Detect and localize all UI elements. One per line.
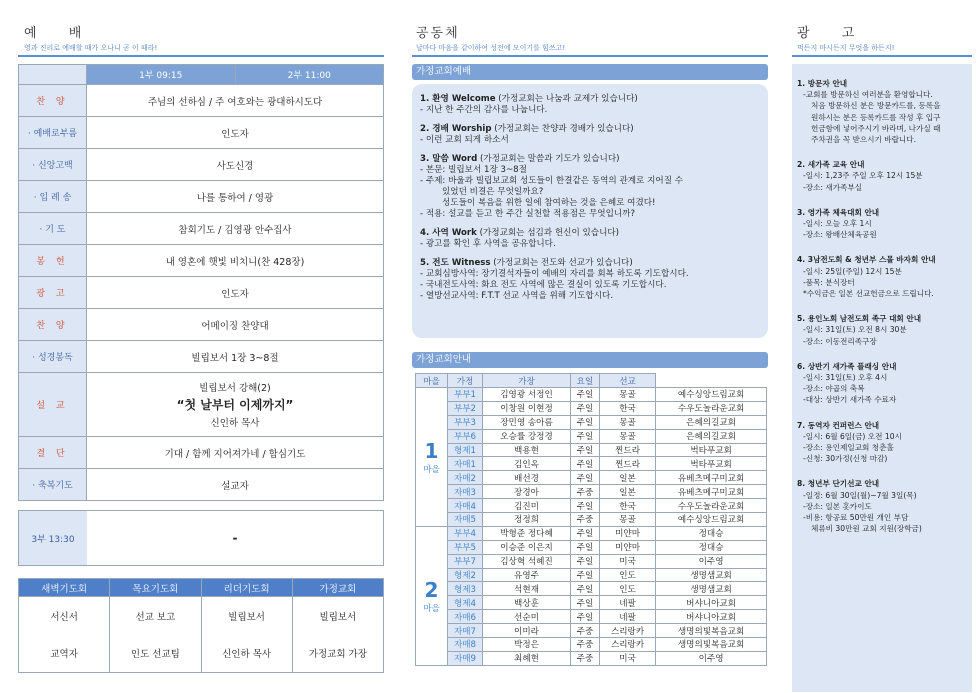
- sermon-series: 빌립보서 강해(2): [199, 383, 271, 394]
- table-cell: 주중: [571, 485, 600, 499]
- table-cell: 김영광 서정인: [483, 388, 571, 402]
- notice-subtitle: 먹든지 마시든지 무엇을 하든지!: [797, 44, 895, 52]
- table-cell: 선교 보고: [110, 597, 201, 635]
- table-row: [416, 596, 767, 610]
- worship-item: [420, 228, 760, 250]
- table-header: 새벽기도회: [19, 579, 110, 597]
- service-row-value: 참회기도 / 김영광 안수집사: [87, 213, 384, 245]
- service-row-label: · 입 례 송: [19, 181, 87, 213]
- service-row: [19, 85, 384, 117]
- notice-line: -장소: 야곱의 축복: [803, 384, 865, 394]
- table-cell: 주일: [571, 582, 600, 596]
- worship-item-note: (가정교회는 전도와 선교가 있습니다): [493, 258, 633, 268]
- notice-item: [797, 478, 968, 534]
- table-row: [416, 415, 767, 429]
- table-cell: 벅타푸교회: [656, 443, 767, 457]
- notice-title: 5. 용인노회 남전도회 족구 대회 안내: [797, 314, 922, 324]
- service-row-value: 인도자: [87, 117, 384, 149]
- notice-line: 체류비 30만원 교회 지원(장학금): [811, 524, 922, 534]
- table-cell: 유영주: [483, 568, 571, 582]
- service-row-label: 찬 양: [19, 85, 87, 117]
- table-row: [416, 388, 767, 402]
- sermon-value: [87, 373, 384, 437]
- table-header: 마을: [416, 374, 448, 388]
- table-cell: 석현재: [483, 582, 571, 596]
- worship-item-line: 있었던 비결은 무엇일까요?: [442, 187, 544, 197]
- table-cell: 주중: [571, 638, 600, 652]
- table-header: 리더기도회: [201, 579, 292, 597]
- notice-line: -일시: 31일(토) 오후 4시: [803, 373, 888, 383]
- service-2-time: 2부 11:00: [235, 65, 384, 85]
- table-cell: 형제2: [448, 568, 483, 582]
- table-cell: 빌립보서: [201, 597, 292, 635]
- table-cell: 네팔: [599, 610, 655, 624]
- table-cell: 자매5: [448, 513, 483, 527]
- notice-line: -교회를 방문하신 여러분을 환영합니다.: [803, 90, 933, 100]
- notice-title: 광 고: [797, 26, 869, 41]
- worship-item-title: [420, 124, 760, 135]
- notice-title: 2. 새가족 교육 안내: [797, 160, 865, 170]
- worship-item-note: (가정교회는 찬양과 경배가 있습니다): [494, 124, 634, 134]
- table-cell: 주일: [571, 554, 600, 568]
- table-cell: 오승률 강정경: [483, 429, 571, 443]
- table-cell: 주중: [571, 624, 600, 638]
- table-cell: 일본: [599, 485, 655, 499]
- table-row: [416, 401, 767, 415]
- worship-item-heading: 5. 전도 Witness: [420, 258, 491, 268]
- service-row-value: 기대 / 함께 지어져가네 / 합심기도: [87, 437, 384, 469]
- table-row: [416, 582, 767, 596]
- house-church-table: [415, 373, 767, 666]
- table-cell: 생명샘교회: [656, 582, 767, 596]
- table-cell: 주일: [571, 471, 600, 485]
- table-row: [416, 499, 767, 513]
- table-cell: 이승준 이은지: [483, 540, 571, 554]
- table-cell: 주일: [571, 457, 600, 471]
- worship-item-note: (가정교회는 나눔과 교제가 있습니다): [498, 94, 638, 104]
- table-cell: 정대승: [656, 526, 767, 540]
- worship-item-line: - 적용: 설교를 듣고 한 주간 실천할 적용점은 무엇입니까?: [420, 209, 636, 219]
- notice-title: 1. 방문자 안내: [797, 79, 848, 88]
- worship-title: 예 배: [24, 26, 96, 41]
- table-cell: 형제4: [448, 596, 483, 610]
- village-number: 1: [424, 438, 439, 463]
- table-row: [416, 624, 767, 638]
- notice-line: 처음 방문하신 분은 방문카드를, 등록을: [811, 101, 941, 111]
- notice-line: -장소: 새가족부실: [803, 182, 863, 192]
- service-row: [19, 341, 384, 373]
- sermon-title: “첫 날부터 이제까지”: [176, 398, 294, 412]
- worship-item-title: [420, 258, 760, 269]
- table-cell: 정대승: [656, 540, 767, 554]
- service-row-value: 빌립보서 1장 3~8절: [87, 341, 384, 373]
- service-row: [19, 437, 384, 469]
- table-row: [416, 568, 767, 582]
- worship-item-heading: 3. 말씀 Word: [420, 154, 478, 164]
- preacher: 신인하 목사: [210, 418, 260, 429]
- service-row: [19, 181, 384, 213]
- worship-item-line: - 본문: 빌립보서 1장 3~8절: [420, 165, 527, 175]
- notice-line: -장소: 일본 홋카이도: [803, 501, 872, 511]
- table-cell: 주일: [571, 443, 600, 457]
- table-cell: 몽골: [599, 388, 655, 402]
- notice-line: -비용: 항공료 50만원 개인 부담: [803, 513, 909, 523]
- third-service-label: 3부 13:30: [19, 511, 87, 565]
- service-row-label: 찬 양: [19, 309, 87, 341]
- table-cell: 미국: [599, 554, 655, 568]
- table-row: [416, 485, 767, 499]
- divider: [412, 55, 768, 57]
- service-row-value: 인도자: [87, 277, 384, 309]
- notice-line: -일시: 6월 6일(금) 오전 10시: [803, 431, 902, 441]
- table-cell: 찐드라: [599, 457, 655, 471]
- table-cell: 수우도놀라운교회: [656, 401, 767, 415]
- service-row: [19, 309, 384, 341]
- worship-item-line: 성도들이 복음을 위한 일에 참여하는 것을 은혜로 여겼다!: [442, 198, 656, 208]
- worship-order-box: [412, 84, 768, 338]
- table-cell: 한국: [599, 401, 655, 415]
- service-row-value: 주님의 선하심 / 주 여호와는 광대하시도다: [87, 85, 384, 117]
- table-cell: 인도: [599, 582, 655, 596]
- worship-section-bar: 가정교회예배: [412, 64, 768, 80]
- table-cell: 생명샘교회: [656, 568, 767, 582]
- worship-item: [420, 94, 760, 116]
- service-row-label: 봉 헌: [19, 245, 87, 277]
- notice-title: 3. 영가족 체육대회 안내: [797, 207, 880, 217]
- notice-line: -대상: 상반기 새가족 수료자: [803, 395, 897, 405]
- worship-subtitle: 영과 진리로 예배할 때가 오나니 곧 이 때라!: [24, 44, 158, 52]
- table-row: [416, 471, 767, 485]
- service-row: [19, 469, 384, 501]
- notice-panel: [792, 64, 972, 692]
- notice-item: [797, 313, 968, 347]
- service-row-value: 사도신경: [87, 149, 384, 181]
- table-cell: 미얀마: [599, 526, 655, 540]
- village-cell: [416, 526, 448, 665]
- table-cell: 몽골: [599, 415, 655, 429]
- village-label: 마을: [423, 603, 440, 614]
- notice-line: -일시: 31일(토) 오전 8시 30분: [803, 325, 907, 335]
- table-cell: 스리랑카: [599, 638, 655, 652]
- service-row: [19, 149, 384, 181]
- table-cell: 몽골: [599, 429, 655, 443]
- table-cell: 정정희: [483, 513, 571, 527]
- divider: [18, 55, 384, 57]
- worship-item-note: (가정교회는 섬김과 헌신이 있습니다): [479, 228, 620, 238]
- table-cell: 주일: [571, 540, 600, 554]
- table-cell: 스리랑카: [599, 624, 655, 638]
- community-subtitle: 날마다 마음을 같이하여 성전에 모이기를 힘쓰고!: [416, 44, 566, 52]
- table-cell: 부부2: [448, 401, 483, 415]
- table-cell: 이미라: [483, 624, 571, 638]
- table-cell: 신인하 목사: [201, 635, 292, 673]
- service-row-label: · 신앙고백: [19, 149, 87, 181]
- table-cell: 벅타푸교회: [656, 457, 767, 471]
- service-row-value: 설교자: [87, 469, 384, 501]
- table-header: 가정교회: [292, 579, 383, 597]
- table-cell: 최혜현: [483, 651, 571, 665]
- service-row-label: · 기 도: [19, 213, 87, 245]
- worship-item: [420, 258, 760, 302]
- table-row: [416, 638, 767, 652]
- service-order-table: [18, 64, 384, 501]
- table-row: [416, 526, 767, 540]
- sermon-label: 설 교: [19, 373, 87, 437]
- service-row-value: 나를 통하여 / 영광: [87, 181, 384, 213]
- table-cell: 주일: [571, 429, 600, 443]
- worship-item-line: - 주제: 바울과 빌립보교회 성도들이 한결같은 동역의 관계로 지어질 수: [420, 176, 684, 186]
- table-cell: 부부3: [448, 415, 483, 429]
- table-cell: 수우도놀라운교회: [656, 499, 767, 513]
- notice-title: 6. 상반기 새가족 플래싱 안내: [797, 361, 897, 371]
- service-row-label: · 축복기도: [19, 469, 87, 501]
- table-header: 선교: [599, 374, 655, 388]
- notice-line: -장소: 용인제일교회 청춘홀: [803, 443, 894, 453]
- service-row-label: · 성경봉독: [19, 341, 87, 373]
- table-row: [416, 651, 767, 665]
- table-row: [416, 443, 767, 457]
- table-cell: 유베츠메구미교회: [656, 471, 767, 485]
- worship-item-title: [420, 94, 760, 105]
- table-row: [416, 610, 767, 624]
- worship-item-heading: 1. 환영 Welcome: [420, 94, 496, 104]
- service-row: [19, 245, 384, 277]
- table-row: [416, 540, 767, 554]
- table-cell: 인도 선교팀: [110, 635, 201, 673]
- table-cell: 한국: [599, 499, 655, 513]
- service-row-label: 광 고: [19, 277, 87, 309]
- table-cell: 이창원 이현정: [483, 401, 571, 415]
- table-cell: 버샤니아교회: [656, 596, 767, 610]
- worship-item-line: - 지난 한 주간의 감사를 나눕니다.: [420, 105, 548, 115]
- table-cell: 주일: [571, 610, 600, 624]
- table-row: [416, 513, 767, 527]
- table-cell: 은혜의길교회: [656, 429, 767, 443]
- service-row: [19, 117, 384, 149]
- notice-title: 8. 청년부 단기선교 안내: [797, 479, 880, 489]
- service-row-value: 어메이징 찬양대: [87, 309, 384, 341]
- table-cell: 미얀마: [599, 540, 655, 554]
- divider: [792, 55, 972, 57]
- table-cell: 부부6: [448, 429, 483, 443]
- third-service: [18, 510, 384, 566]
- notice-line: 헌금함에 넣어주시기 바라며, 나가실 때: [811, 123, 941, 133]
- table-cell: 자매7: [448, 624, 483, 638]
- house-section-bar: 가정교회안내: [412, 352, 768, 368]
- community-title: 공동체: [416, 26, 460, 41]
- village-number: 2: [424, 577, 439, 602]
- service-row: [19, 277, 384, 309]
- table-cell: 자매3: [448, 485, 483, 499]
- notice-line: -일정: 6월 30일(월)~7월 3일(목): [803, 490, 917, 500]
- table-cell: 몽골: [599, 513, 655, 527]
- table-cell: 자매6: [448, 610, 483, 624]
- table-cell: 주일: [571, 401, 600, 415]
- third-service-value: -: [232, 531, 238, 545]
- table-row: [416, 554, 767, 568]
- prayer-meeting-table: [18, 578, 384, 673]
- table-cell: 백용현: [483, 443, 571, 457]
- table-cell: 주일: [571, 499, 600, 513]
- table-cell: 김진미: [483, 499, 571, 513]
- table-cell: 이주영: [656, 554, 767, 568]
- table-cell: 장경아: [483, 485, 571, 499]
- table-cell: 선순미: [483, 610, 571, 624]
- notice-line: -신청: 30가정(신청 마감): [803, 454, 888, 464]
- table-row: [416, 429, 767, 443]
- service-1-time: 1부 09:15: [87, 65, 236, 85]
- notice-line: -품목: 분식장터: [803, 277, 855, 287]
- table-cell: 주일: [571, 415, 600, 429]
- table-cell: 장민영 송아름: [483, 415, 571, 429]
- table-cell: 배선경: [483, 471, 571, 485]
- table-cell: 부부7: [448, 554, 483, 568]
- table-cell: 박형준 정다혜: [483, 526, 571, 540]
- notice-line: -장소: 왕배산체육공원: [803, 230, 877, 240]
- table-cell: 예수싱앙드림교회: [656, 388, 767, 402]
- worship-item: [420, 124, 760, 146]
- table-cell: 박정은: [483, 638, 571, 652]
- worship-item-line: - 교회심방사역: 장기결석자들이 예배의 자리를 회복 하도록 기도합시다.: [420, 269, 689, 279]
- worship-item-heading: 4. 사역 Work: [420, 228, 477, 238]
- notice-item: [797, 207, 968, 241]
- table-header: 가정: [448, 374, 483, 388]
- table-cell: 자매2: [448, 471, 483, 485]
- village-cell: [416, 388, 448, 527]
- table-cell: 주일: [571, 526, 600, 540]
- worship-item-line: - 국내전도사역: 화요 전도 사역에 많은 결실이 있도록 기도합시다.: [420, 280, 667, 290]
- table-cell: 교역자: [19, 635, 110, 673]
- notice-line: 주차권을 꼭 받으시기 바랍니다.: [811, 135, 917, 145]
- worship-item-title: [420, 154, 760, 165]
- notice-item: [797, 254, 968, 299]
- worship-item-line: - 광고를 확인 후 사역을 공유합니다.: [420, 239, 556, 249]
- table-row: [416, 457, 767, 471]
- worship-item-heading: 2. 경배 Worship: [420, 124, 492, 134]
- table-cell: 자매4: [448, 499, 483, 513]
- table-cell: 자매8: [448, 638, 483, 652]
- table-cell: 미국: [599, 651, 655, 665]
- notice-line: 원하시는 분은 등록카드를 작성 후 입구: [811, 112, 941, 122]
- table-cell: 김인옥: [483, 457, 571, 471]
- table-cell: 가정교회 가장: [292, 635, 383, 673]
- village-label: 마을: [423, 464, 440, 475]
- table-cell: 부부4: [448, 526, 483, 540]
- notice-item: [797, 420, 968, 465]
- service-row-label: · 예배로부름: [19, 117, 87, 149]
- table-cell: 주일: [571, 596, 600, 610]
- notice-item: [797, 159, 968, 193]
- table-cell: 주일: [571, 568, 600, 582]
- table-cell: 부부1: [448, 388, 483, 402]
- table-cell: 주일: [571, 388, 600, 402]
- table-header: 목요기도회: [110, 579, 201, 597]
- table-cell: 생명의빛복음교회: [656, 638, 767, 652]
- table-cell: 네팔: [599, 596, 655, 610]
- worship-item: [420, 154, 760, 220]
- notice-line: -일시: 오늘 오후 1시: [803, 219, 872, 229]
- table-cell: 주중: [571, 651, 600, 665]
- notice-item: [797, 361, 968, 406]
- sermon-row: [19, 373, 384, 437]
- notice-item: [797, 78, 968, 145]
- table-cell: 주중: [571, 513, 600, 527]
- table-cell: 서신서: [19, 597, 110, 635]
- service-row-label: 결 단: [19, 437, 87, 469]
- table-cell: 생명의빛복음교회: [656, 624, 767, 638]
- table-cell: 김상혁 석혜진: [483, 554, 571, 568]
- notice-line: *수익금은 일본 선교헌금으로 드립니다.: [803, 289, 934, 299]
- worship-item-note: (가정교회는 말씀과 기도가 있습니다): [480, 154, 620, 164]
- table-cell: 이주영: [656, 651, 767, 665]
- table-cell: 예수싱앙드림교회: [656, 513, 767, 527]
- table-cell: 버샤니아교회: [656, 610, 767, 624]
- table-cell: 형제1: [448, 443, 483, 457]
- table-cell: 유베츠메구미교회: [656, 485, 767, 499]
- table-cell: 형제3: [448, 582, 483, 596]
- table-cell: 빌립보서: [292, 597, 383, 635]
- worship-item-line: - 이런 교회 되게 하소서: [420, 135, 509, 145]
- notice-title: 4. 3남전도회 & 청년부 스몰 바자회 안내: [797, 255, 936, 265]
- table-cell: 자매9: [448, 651, 483, 665]
- table-cell: 은혜의길교회: [656, 415, 767, 429]
- service-row-value: 내 영혼에 햇빛 비치니(찬 428장): [87, 245, 384, 277]
- table-header: 요일: [571, 374, 600, 388]
- notice-title: 7. 동역자 컨퍼런스 안내: [797, 420, 880, 430]
- worship-item-line: - 열방선교사역: F.T.T 선교 사역을 위해 기도합시다.: [420, 291, 614, 301]
- notice-line: -일시: 1,23주 주일 오후 12시 15분: [803, 171, 923, 181]
- service-row: [19, 213, 384, 245]
- table-cell: 부부5: [448, 540, 483, 554]
- table-cell: 일본: [599, 471, 655, 485]
- table-cell: 백상훈: [483, 596, 571, 610]
- notice-line: -일시: 25일(주일) 12시 15분: [803, 266, 902, 276]
- table-cell: 인도: [599, 568, 655, 582]
- notice-line: -장소: 이동전리족구장: [803, 336, 877, 346]
- table-cell: 찐드라: [599, 443, 655, 457]
- table-cell: 자매1: [448, 457, 483, 471]
- table-header: 가장: [483, 374, 571, 388]
- worship-item-title: [420, 228, 760, 239]
